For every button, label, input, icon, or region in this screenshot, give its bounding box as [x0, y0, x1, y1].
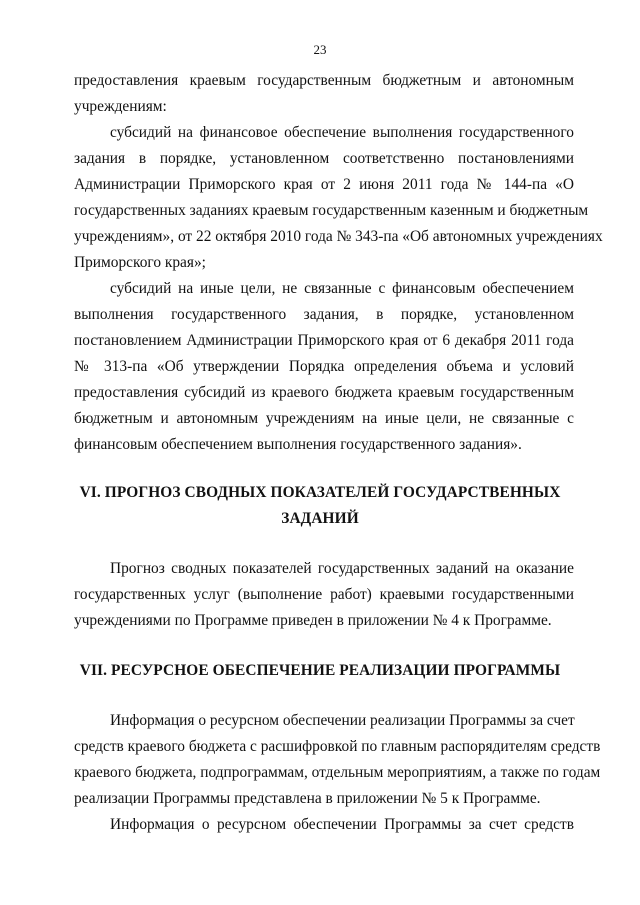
section-heading: VII. РЕСУРСНОЕ ОБЕСПЕЧЕНИЕ РЕАЛИЗАЦИИ ПРОГРАММЫ — [79, 662, 561, 679]
text-line: учреждениями по Программе приведен в приложении № 4 к Программе. — [74, 612, 552, 629]
text-line: Прогноз сводных показателей государственных заданий на оказание — [110, 560, 574, 577]
text-line: предоставления краевым государственным бюджетным и автономным — [74, 72, 574, 89]
text-line: Информация о ресурсном обеспечении Программы за счет средств — [110, 816, 574, 833]
text-line: № 313-па «Об утверждении Порядка определения объема и условий — [74, 358, 574, 375]
text-line: краевого бюджета, подпрограммам, отдельным мероприятиям, а также по годам — [74, 764, 601, 781]
text-line: государственных заданиях краевым государственным казенным и бюджетным — [74, 202, 589, 219]
text-line: субсидий на финансовое обеспечение выполнения государственного — [110, 124, 574, 141]
text-line: бюджетным и автономным учреждениям на иные цели, не связанные с — [74, 410, 574, 427]
text-line: субсидий на иные цели, не связанные с финансовым обеспечением — [110, 280, 574, 297]
text-line: финансовым обеспечением выполнения государственного задания». — [74, 436, 522, 453]
text-line: предоставления субсидий из краевого бюджета краевым государственным — [74, 384, 574, 401]
text-line: учреждениям: — [74, 98, 167, 115]
text-line: выполнения государственного задания, в порядке, установленном — [74, 306, 574, 323]
text-line: реализации Программы представлена в приложении № 5 к Программе. — [74, 790, 541, 807]
section-heading: VI. ПРОГНОЗ СВОДНЫХ ПОКАЗАТЕЛЕЙ ГОСУДАРСТВЕННЫХ — [79, 484, 561, 501]
text-line: Приморского края»; — [74, 254, 206, 271]
text-line: учреждениям», от 22 октября 2010 года № 343-па «Об автономных учреждениях — [74, 228, 603, 245]
text-line: средств краевого бюджета с расшифровкой по главным распорядителям средств — [74, 738, 601, 755]
text-line: государственных услуг (выполнение работ) краевыми государственными — [74, 586, 574, 603]
text-line: Информация о ресурсном обеспечении реализации Программы за счет — [110, 712, 575, 729]
text-line: постановлением Администрации Приморского края от 6 декабря 2011 года — [74, 332, 574, 349]
page-number: 23 — [313, 42, 327, 57]
text-line: задания в порядке, установленном соответственно постановлениями — [74, 150, 574, 167]
section-heading: ЗАДАНИЙ — [281, 510, 359, 527]
text-line: Администрации Приморского края от 2 июня 2011 года № 144-па «О — [74, 176, 574, 193]
